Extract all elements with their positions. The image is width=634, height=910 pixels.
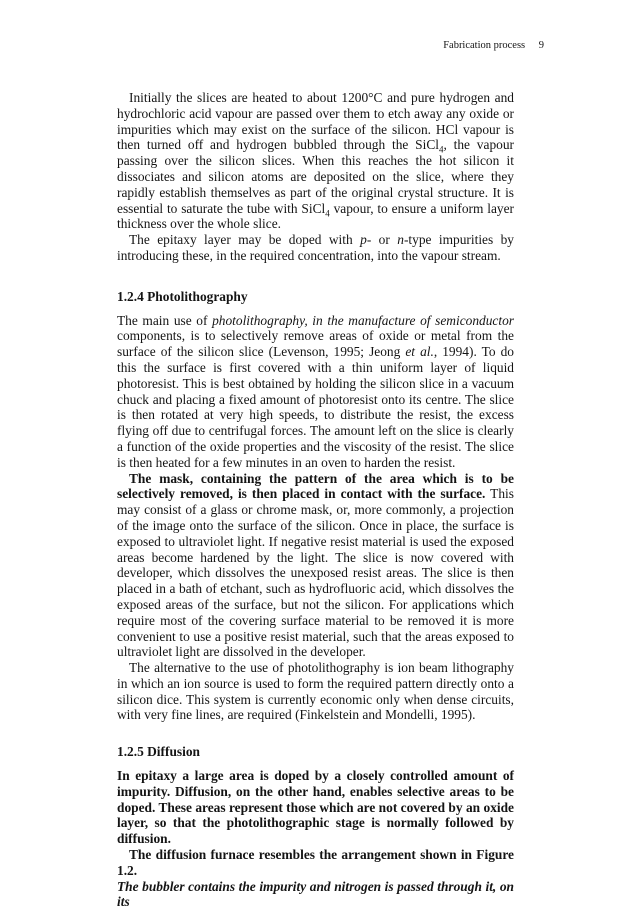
italic-text: et al. (405, 344, 434, 360)
italic-text: photolithography, in the manufacture of semiconductor (212, 312, 514, 328)
running-head (443, 40, 544, 51)
italic-text: n (397, 232, 404, 248)
paragraph-photolithography-mask (117, 471, 514, 661)
text-run: vapour, to ensure a uniform layer thickness over the whole slice. (117, 200, 514, 232)
paragraph-photolithography-intro (117, 313, 514, 471)
paragraph-diffusion-furnace: The diffusion furnace resembles the arrangement shown in Figure 1.2. (117, 847, 514, 878)
running-head-title: Fabrication process (443, 40, 526, 51)
text-run: Initially the slices are heated to about 1200°C and pure hydrogen and hydrochloric acid vapour are passed over them to etch away any oxide or impurities which may exist on the surface of the silicon. HCl vapour is then turned off and hydrogen bubbled through the SiCl (117, 90, 514, 153)
paragraph-ion-beam-lithography: The alternative to the use of photolithography is ion beam lithography in which an ion source is used to form the required pattern directly onto a silicon dice. This system is currently economic only when dense circuits, with very fine lines, are required (Finkelstein and Mondelli, 1995). (117, 660, 514, 723)
subscript: 4 (325, 208, 330, 219)
text-run: - or (366, 232, 398, 248)
text-run: , 1994). To do this the surface is first covered with a thin uniform layer of liquid photoresist. This is best obtained by holding the silicon slice in a vacuum chuck and placing a fixed amount of photoresist onto its centre. The slice is then rotated at very high speeds, to distribute the resist, the excess flying off due to centrifugal forces. The amount left on the slice is clearly a function of the oxide properties and the viscosity of the resist. The slice is then heated for a few minutes in an oven to harden the resist. (117, 344, 514, 470)
text-run: The main use of (117, 312, 213, 328)
section-heading-photolithography: 1.2.4 Photolithography (117, 288, 248, 304)
text-run: , the vapour passing over the silicon slices. When this reaches the hot silicon it dissociates and silicon atoms are deposited on the slice, where they rapidly establish themselves as part of the original crystal structure. It is essential to saturate the tube with SiCl (117, 137, 514, 216)
italic-text: p (360, 232, 367, 248)
paragraph-epitaxy-process (117, 90, 514, 232)
paragraph-bubbler: The bubbler contains the impurity and nitrogen is passed through it, on its (117, 878, 514, 910)
section-heading-diffusion: 1.2.5 Diffusion (117, 744, 200, 760)
page-number: 9 (538, 40, 544, 51)
bold-text: The mask, containing the pattern of the area which is to be selectively removed, is then placed in contact with the surface. (117, 470, 514, 502)
paragraph-epitaxy-doping (117, 232, 514, 264)
text-run: The epitaxy layer may be doped with (129, 232, 361, 248)
page-body (117, 90, 514, 910)
text-run: -type impurities by introducing these, in the required concentration, into the vapour stream. (117, 232, 515, 263)
text-run: components, is to selectively remove areas of oxide or metal from the surface of the silicon slice (Levenson, 1995; Jeong (117, 328, 514, 360)
text-run: This may consist of a glass or chrome mask, or, more commonly, a projection of the image onto the surface of the silicon. Once in place, the surface is exposed to ultraviolet light. If negative resist material is used the exposed areas become hardened by the light. The slice is now covered with developer, which dissolves the unexposed resist areas. The slice is then placed in a bath of etchant, such as hydrofluoric acid, which dissolves the exposed areas of the surface, but not the silicon. For applications which require most of the covering surface material to be removed it is more convenient to use a positive resist material, such that the areas exposed to ultraviolet light are dissolved in the developer. (117, 486, 514, 660)
subscript: 4 (438, 145, 444, 156)
paragraph-diffusion-intro: In epitaxy a large area is doped by a closely controlled amount of impurity. Diffusion, on the other hand, enables selective areas to be doped. These areas represent those which are not covered by an oxide layer, so that the photolithographic stage is normally followed by diffusion. (117, 768, 514, 847)
